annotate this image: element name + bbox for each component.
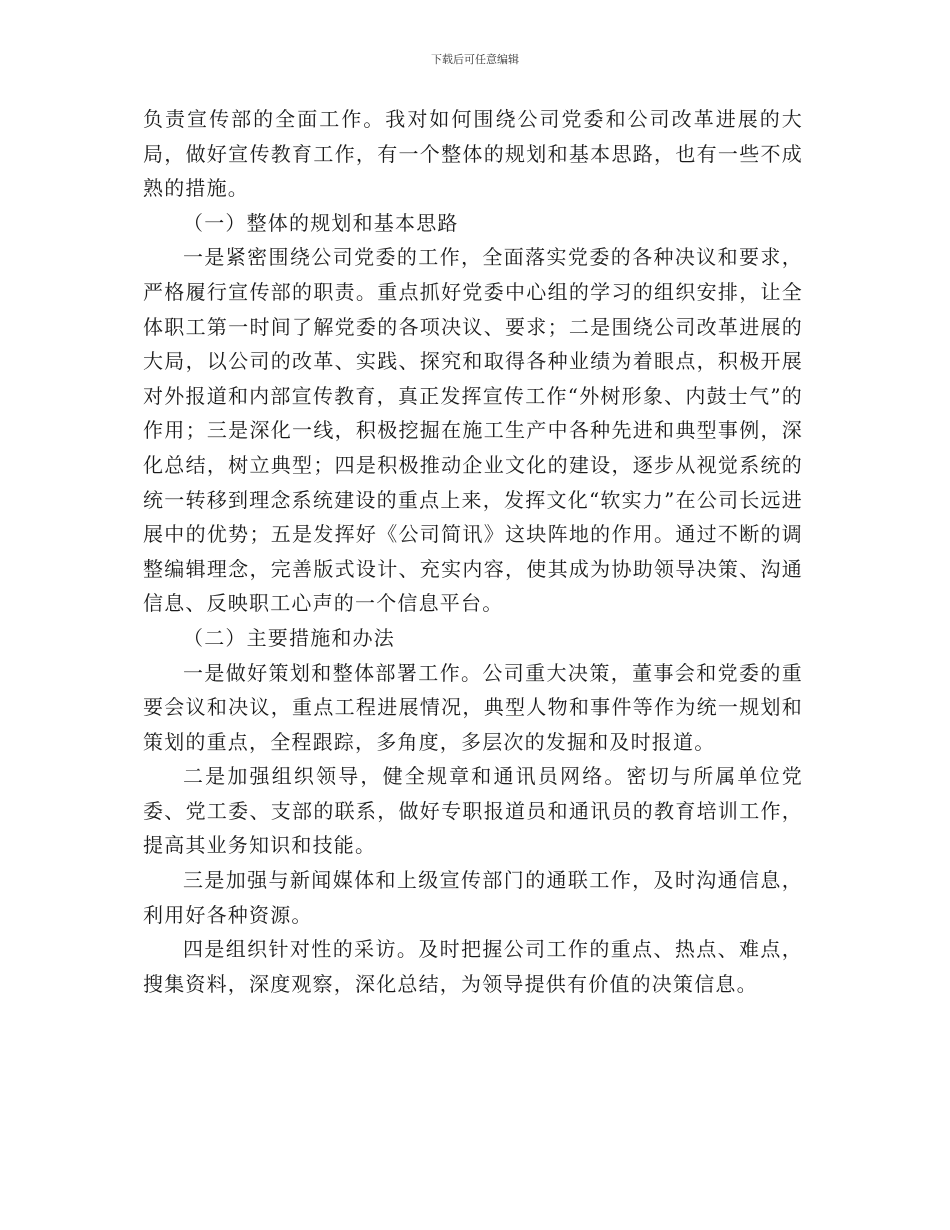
document-body [143, 102, 803, 1001]
paragraph-measure-2: 二是加强组织领导，健全规章和通讯员网络。密切与所属单位党委、党工委、支部的联系，做好专职报道员和通讯员的教育培训工作，提高其业务知识和技能。 [143, 764, 803, 858]
paragraph-intro: 负责宣传部的全面工作。我对如何围绕公司党委和公司改革进展的大局，做好宣传教育工作，有一个整体的规划和基本思路，也有一些不成熟的措施。 [143, 107, 803, 201]
paragraph-measure-1: 一是做好策划和整体部署工作。公司重大决策，董事会和党委的重要会议和决议，重点工程进展情况，典型人物和事件等作为统一规划和策划的重点，全程跟踪，多角度，多层次的发掘和及时报道。 [143, 660, 803, 754]
page-header-note: 下载后可任意编辑 [431, 53, 519, 66]
paragraph-plan: 一是紧密围绕公司党委的工作，全面落实党委的各种决议和要求，严格履行宣传部的职责。重点抓好党委中心组的学习的组织安排，让全体职工第一时间了解党委的各项决议、要求；二是围绕公司改革进展的大局，以公司的改革、实践、探究和取得各种业绩为着眼点，积极开展对外报道和内部宣传教育，真正发挥宣传工作“外树形象、内鼓士气”的作用；三是深化一线，积极挖掘在施工生产中各种先进和典型事例，深化总结，树立典型；四是积极推动企业文化的建设，逐步从视觉系统的统一转移到理念系统建设的重点上来，发挥文化“软实力”在公司长远进展中的优势；五是发挥好《公司简讯》这块阵地的作用。通过不断的调整编辑理念，完善版式设计、充实内容，使其成为协助领导决策、沟通信息、反映职工心声的一个信息平台。 [143, 245, 803, 616]
paragraph-measure-3: 三是加强与新闻媒体和上级宣传部门的通联工作，及时沟通信息，利用好各种资源。 [143, 868, 803, 927]
section-heading-1: （一）整体的规划和基本思路 [183, 210, 459, 235]
paragraph-measure-4: 四是组织针对性的采访。及时把握公司工作的重点、热点、难点，搜集资料，深度观察，深化总结，为领导提供有价值的决策信息。 [143, 937, 803, 996]
section-heading-2: （二）主要措施和办法 [183, 625, 395, 650]
